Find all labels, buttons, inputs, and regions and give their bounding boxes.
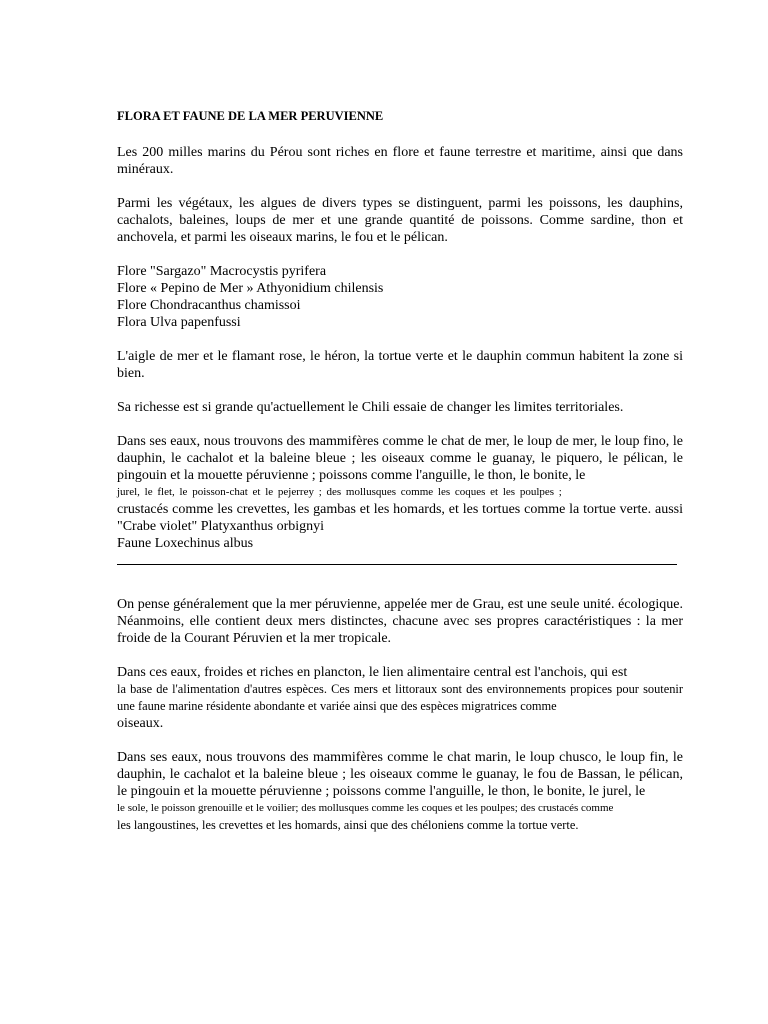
vegetaux-paragraph: Parmi les végétaux, les algues de divers types se distinguent, parmi les poissons, les dauphins, cachalots, baleines, loups de mer et une grande quantité de poissons. Comme sardine, thon et anchovela, et parmi les oiseaux marins, le fou et le pélican. <box>117 196 683 245</box>
anchois-part-a: Dans ces eaux, froides et riches en plancton, le lien alimentaire central est l'anchois, qui est <box>117 665 628 680</box>
flora-item: Flora Ulva papenfussi <box>117 315 241 330</box>
intro-paragraph: Les 200 milles marins du Pérou sont riches en flore et faune terrestre et maritime, ainsi que dans minéraux. <box>117 145 683 177</box>
eaux-2-part-a: Dans ses eaux, nous trouvons des mammifères comme le chat marin, le loup chusco, le loup fin, le dauphin, le cachalot et la baleine bleue ; les oiseaux comme le guanay, le fou de Bassan, le pélican, le pingouin et la mouette péruvienne ; poissons comme l'anguille, le thon, le bonite, le jurel, le <box>117 750 683 799</box>
eaux-2-part-b: le sole, le poisson grenouille et le voilier; des mollusques comme les coques et les poulpes; des crustacés comme <box>117 802 614 814</box>
eaux-1-part-b: jurel, le flet, le poisson-chat et le pejerrey ; des mollusques comme les coques et les poulpes ; <box>117 486 562 498</box>
eaux-1-part-d: Faune Loxechinus albus <box>117 536 254 551</box>
eaux-1-part-a: Dans ses eaux, nous trouvons des mammifères comme le chat de mer, le loup de mer, le loup fino, le dauphin, le cachalot et la baleine bleue ; les oiseaux comme le guanay, le piquero, le pélican, le pingouin et la mouette péruvienne ; poissons comme l'anguille, le thon, le bonite, le <box>117 434 683 483</box>
aigle-paragraph: L'aigle de mer et le flamant rose, le héron, la tortue verte et le dauphin commun habitent la zone si bien. <box>117 349 683 381</box>
anchois-part-b: la base de l'alimentation d'autres espèces. Ces mers et littoraux sont des environnements propices pour soutenir une faune marine résidente abondante et variée ainsi que des espèces migratrices comme <box>117 682 683 713</box>
document-title: FLORA ET FAUNE DE LA MER PERUVIENNE <box>117 109 384 123</box>
eaux-paragraph-1 <box>117 433 683 552</box>
anchois-part-c: oiseaux. <box>117 716 164 731</box>
second-section <box>117 596 683 834</box>
eaux-paragraph-2 <box>117 749 683 834</box>
document-page <box>117 108 683 834</box>
eaux-2-part-c: les langoustines, les crevettes et les homards, ainsi que des chéloniens comme la tortue verte. <box>117 818 579 832</box>
unite-paragraph: On pense généralement que la mer péruvienne, appelée mer de Grau, est une seule unité. écologique. Néanmoins, elle contient deux mers distinctes, chacune avec ses propres caractéristiques : la mer froide de la Courant Péruvien et la mer tropicale. <box>117 597 683 646</box>
flora-list <box>117 263 683 331</box>
eaux-1-part-c: crustacés comme les crevettes, les gambas et les homards, et les tortues comme la tortue verte. aussi "Crabe violet" Platyxanthus orbignyi <box>117 502 683 534</box>
anchois-paragraph <box>117 664 683 732</box>
flora-item: Flore Chondracanthus chamissoi <box>117 298 301 313</box>
flora-item: Flore « Pepino de Mer » Athyonidium chilensis <box>117 281 384 296</box>
richesse-paragraph: Sa richesse est si grande qu'actuellement le Chili essaie de changer les limites territoriales. <box>117 400 624 415</box>
horizontal-rule <box>117 564 677 565</box>
flora-item: Flore "Sargazo" Macrocystis pyrifera <box>117 264 327 279</box>
